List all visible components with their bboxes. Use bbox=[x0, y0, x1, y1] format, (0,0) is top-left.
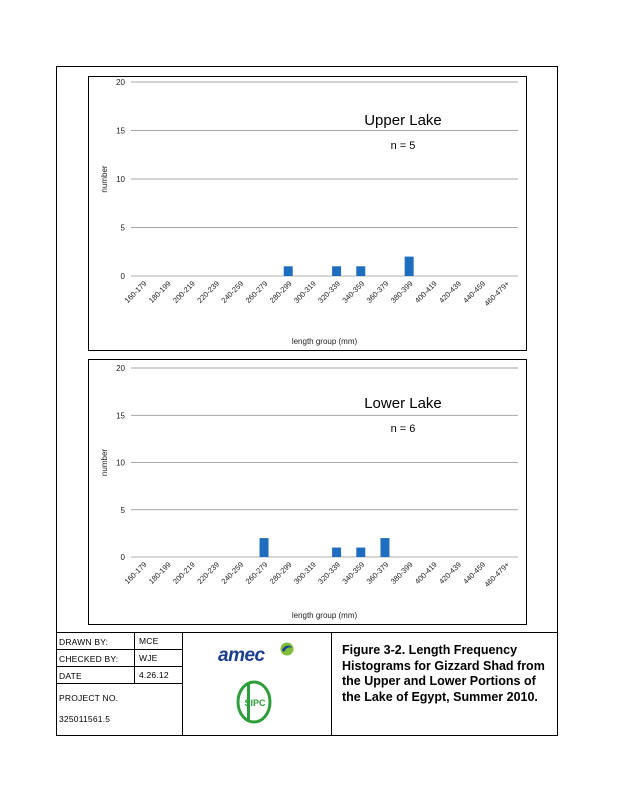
chart-1-x-tick-label: 220-239 bbox=[195, 560, 222, 586]
chart-1-y-tick-label: 10 bbox=[116, 458, 125, 468]
chart-1-x-tick-label: 240-259 bbox=[219, 560, 246, 586]
chart-0-x-tick-label: 180-199 bbox=[146, 279, 173, 305]
chart-0-x-tick-label: 440-459 bbox=[461, 279, 488, 305]
chart-1-y-tick-label: 15 bbox=[116, 411, 125, 421]
chart-1-y-tick-label: 20 bbox=[116, 364, 125, 373]
figure-caption: Figure 3-2. Length Frequency Histograms for Gizzard Shad from the Upper and Lower Portions of the Lake of Egypt, Summer 2010. bbox=[342, 643, 545, 704]
chart-0-x-axis-label: length group (mm) bbox=[291, 337, 358, 346]
title-block-info bbox=[56, 633, 183, 736]
chart-1-subtitle: n = 6 bbox=[390, 423, 416, 435]
chart-1-x-tick-label: 460-479+ bbox=[482, 560, 512, 589]
checked-by-value: WJE bbox=[134, 650, 184, 666]
chart-1-x-tick-label: 420-439 bbox=[437, 560, 463, 586]
chart-1-x-tick-label: 300-319 bbox=[291, 560, 318, 586]
chart-0-y-tick-label: 20 bbox=[116, 78, 125, 87]
chart-0-y-tick-label: 0 bbox=[120, 272, 125, 281]
sipc-seal-text: SIPC bbox=[244, 698, 266, 708]
chart-1-x-tick-label: 180-199 bbox=[146, 560, 173, 586]
chart-1-x-tick-label: 160-179 bbox=[122, 560, 149, 586]
chart-1-x-tick-label: 380-399 bbox=[388, 560, 415, 586]
amec-swirl-icon bbox=[279, 641, 295, 657]
chart-0-x-tick-label: 460-479+ bbox=[482, 279, 512, 308]
chart-0-title: Upper Lake bbox=[364, 112, 442, 129]
chart-0-x-tick-label: 360-379 bbox=[364, 279, 391, 305]
chart-1-x-tick-label: 200-219 bbox=[171, 560, 197, 586]
chart-0-x-tick-label: 300-319 bbox=[291, 279, 318, 305]
chart-1-x-tick-label: 400-419 bbox=[412, 560, 439, 586]
chart-1-bar-360-379 bbox=[380, 538, 389, 557]
chart-1-x-axis-label: length group (mm) bbox=[291, 611, 358, 620]
drawn-by-value: MCE bbox=[134, 633, 184, 649]
amec-logo: amec bbox=[218, 645, 265, 666]
chart-1-y-axis-label: number bbox=[100, 448, 109, 477]
chart-0-bar-280-299 bbox=[284, 266, 293, 276]
drawn-by-row bbox=[56, 633, 183, 650]
upper-lake-chart-svg bbox=[89, 77, 526, 350]
chart-0-y-tick-label: 15 bbox=[116, 126, 125, 136]
drawn-by-label: DRAWN BY: bbox=[59, 637, 109, 647]
chart-0-x-tick-label: 240-259 bbox=[219, 279, 246, 305]
chart-0-x-tick-label: 420-439 bbox=[437, 279, 463, 305]
chart-1-y-tick-label: 5 bbox=[120, 505, 125, 515]
date-value: 4.26.12 bbox=[134, 667, 184, 683]
chart-1-x-tick-label: 320-339 bbox=[316, 560, 343, 586]
chart-1-bar-320-339 bbox=[332, 548, 341, 557]
chart-0-bar-320-339 bbox=[332, 266, 341, 276]
chart-0-x-tick-label: 260-279 bbox=[243, 279, 270, 305]
chart-1-x-tick-label: 280-299 bbox=[267, 560, 294, 586]
chart-1-y-tick-label: 0 bbox=[120, 553, 125, 562]
chart-1-title: Lower Lake bbox=[364, 395, 442, 412]
chart-0-bar-340-359 bbox=[356, 266, 365, 276]
checked-by-label: CHECKED BY: bbox=[59, 654, 119, 664]
sipc-seal-icon bbox=[235, 679, 273, 725]
chart-1-x-tick-label: 440-459 bbox=[461, 560, 488, 586]
upper-lake-chart bbox=[88, 76, 527, 351]
chart-0-x-tick-label: 320-339 bbox=[316, 279, 343, 305]
chart-0-bar-380-399 bbox=[405, 257, 414, 276]
chart-1-bar-260-279 bbox=[260, 538, 269, 557]
title-block bbox=[56, 632, 558, 736]
chart-1-x-tick-label: 340-359 bbox=[340, 560, 367, 586]
chart-0-y-tick-label: 5 bbox=[120, 223, 125, 233]
date-label: DATE bbox=[59, 671, 82, 681]
date-row bbox=[56, 667, 183, 684]
chart-0-x-tick-label: 380-399 bbox=[388, 279, 415, 305]
chart-0-subtitle: n = 5 bbox=[390, 140, 416, 152]
chart-1-x-tick-label: 360-379 bbox=[364, 560, 391, 586]
chart-1-bar-340-359 bbox=[356, 548, 365, 557]
project-no-value: 325011561.5 bbox=[59, 714, 111, 724]
chart-0-x-tick-label: 160-179 bbox=[122, 279, 149, 305]
lower-lake-chart-svg bbox=[89, 360, 526, 624]
chart-0-x-tick-label: 200-219 bbox=[171, 279, 197, 305]
project-no-label: PROJECT NO. bbox=[59, 693, 119, 703]
logo-panel bbox=[183, 633, 332, 736]
chart-0-y-tick-label: 10 bbox=[116, 175, 125, 184]
chart-0-y-axis-label: number bbox=[100, 165, 109, 193]
chart-0-x-tick-label: 220-239 bbox=[195, 279, 222, 305]
lower-lake-chart bbox=[88, 359, 527, 625]
chart-1-x-tick-label: 260-279 bbox=[243, 560, 270, 586]
chart-0-x-tick-label: 340-359 bbox=[340, 279, 367, 305]
checked-by-row bbox=[56, 650, 183, 667]
chart-0-x-tick-label: 400-419 bbox=[412, 279, 439, 305]
chart-0-x-tick-label: 280-299 bbox=[267, 279, 294, 305]
